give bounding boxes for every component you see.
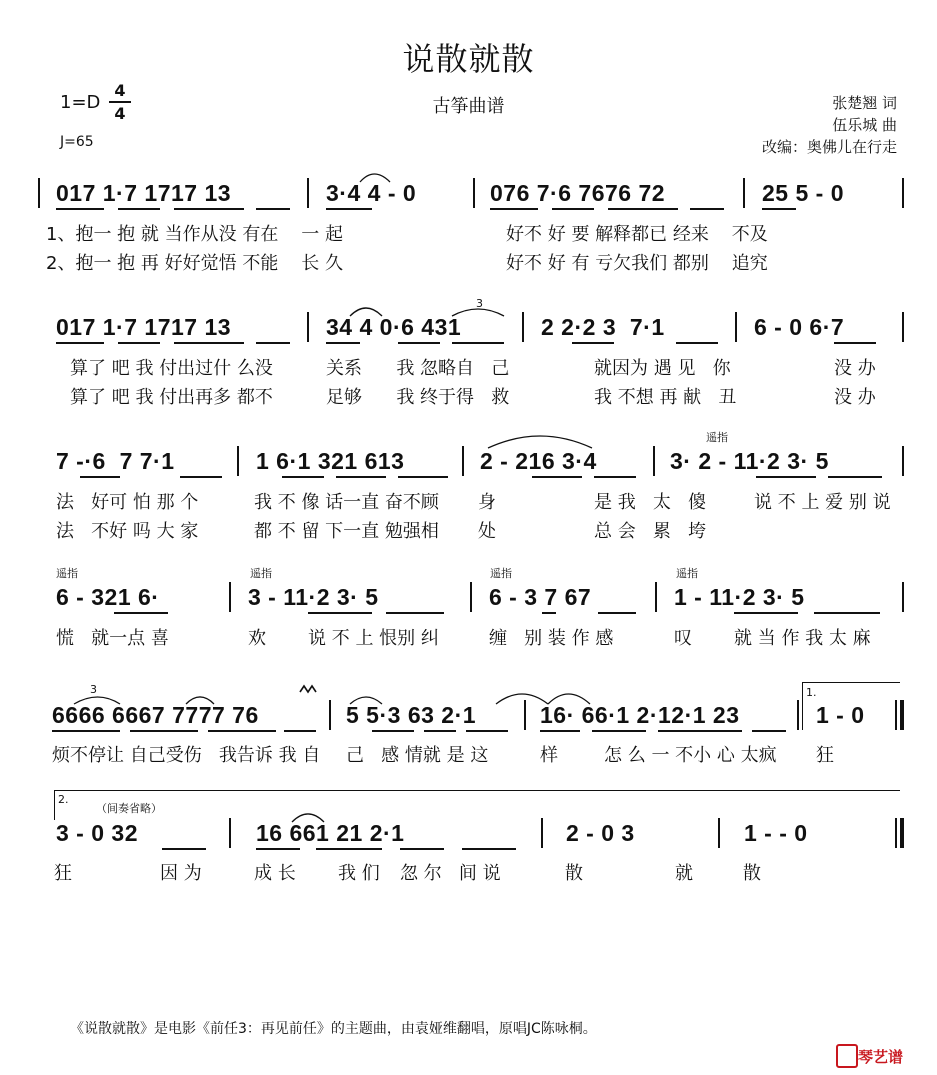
lyric-line: 算了 吧 我 付出过什 么没 [70,358,273,379]
measure: 3· 2 - 11·2 3· 5 [670,448,829,474]
lyric-line: 好不 好 有 亏欠我们 都别 追究 [506,253,768,274]
lyric-line: 成 长 [254,863,296,884]
tempo: J=65 [60,134,94,150]
vibrato-hint: 遥指 [250,567,272,580]
lyric-line: 没 办 [834,358,876,379]
lyric-line: 是 我 太 傻 [594,492,707,513]
lyric-line: 法 不好 吗 大 家 [56,521,199,542]
measure: 7 -·6 7 7·1 [56,448,175,474]
lyric-line: 说 不 上 爱 别 说 [754,492,891,513]
key-signature: 1=D [60,92,101,113]
time-signature-top: 4 [109,80,131,103]
lyric-line: 处 [478,521,496,542]
interlude-note: （间奏省略） [96,802,162,815]
measure: 1 - - 0 [744,820,808,846]
slur [496,694,548,704]
lyric-line: 总 会 累 垮 [594,521,707,542]
lyric-line: 缠 别 装 作 感 [489,628,614,649]
time-signature-bottom: 4 [114,104,126,123]
lyric-line: 我 们 [338,863,380,884]
trill-mark [300,686,316,692]
composer: 伍乐城 曲 [832,116,897,134]
measure: 6 - 3 7 67 [489,584,592,610]
vibrato-hint: 遥指 [490,567,512,580]
measure: 3 - 0 32 [56,820,138,846]
lyric-line: 忽 尔 间 说 [400,863,501,884]
lyric-line: 2、抱一 抱 再 好好觉悟 不能 长 久 [46,253,343,274]
vibrato-hint: 遥指 [706,431,728,444]
triplet-mark: 3 [476,297,483,310]
lyric-line: 好不 好 要 解释都已 经来 不及 [506,224,768,245]
measure: 1 6·1 321 613 [256,448,405,474]
lyric-line: 叹 [674,628,692,649]
measure: 1 - 0 [816,702,865,728]
measure: 16· 66·1 2·12·1 23 [540,702,740,728]
lyric-line: 因 为 [160,863,202,884]
lyricist: 张楚翘 词 [832,94,897,112]
measure: 3 - 11·2 3· 5 [248,584,379,610]
volta-2-label: 2. [58,793,69,806]
slur [292,814,324,822]
lyric-line: 狂 [54,863,72,884]
lyric-line: 都 不 留 下一直 勉强相 [254,521,439,542]
measure: 34 4 0·6 431 [326,314,462,340]
slur [488,436,592,448]
subtitle: 古筝曲谱 [432,96,505,117]
vibrato-hint: 遥指 [56,567,78,580]
measure: 25 5 - 0 [762,180,844,206]
lyric-line: 1、抱一 抱 就 当作从没 有在 一 起 [46,224,343,245]
lyric-line: 说 不 上 恨别 纠 [308,628,439,649]
lyric-line: 关系 我 忽略自 己 [326,358,510,379]
lyric-line: 狂 [816,745,834,766]
slur [186,697,214,704]
measure: 6666 6667 7777 76 [52,702,259,728]
lyric-line: 散 [565,863,583,884]
slur [452,309,504,316]
slur [74,697,120,704]
lyric-line: 我 不 像 话一直 奋不顾 [254,492,439,513]
measure: 3·4 4 - 0 [326,180,417,206]
arranger: 改编：奥佛儿在行走 [761,138,897,156]
lyric-line: 我 不想 再 献 丑 [594,387,737,408]
lyric-line: 算了 吧 我 付出再多 都不 [70,387,273,408]
measure: 2 2·2 3 7·1 [541,314,665,340]
measure: 16 661 21 2·1 [256,820,405,846]
footer-note: 《说散就散》是电影《前任3：再见前任》的主题曲，由袁娅维翻唱，原唱JC陈咏桐。 [70,1021,597,1037]
lyric-line: 就 [675,863,693,884]
measure: 017 1·7 1717 13 [56,314,232,340]
slur [350,697,382,704]
triplet-mark: 3 [90,683,97,696]
measure: 1 - 11·2 3· 5 [674,584,805,610]
lyric-line: 欢 [248,628,266,649]
lyric-line: 烦不停让 自己受伤 我告诉 我 自 [52,745,321,766]
lyric-line: 样 [540,745,558,766]
lyric-line: 怎 么 一 不小 心 太疯 [604,745,777,766]
lyric-line: 足够 我 终于得 救 [326,387,510,408]
site-logo[interactable]: 琴艺谱 [858,1048,904,1066]
volta-1-label: 1. [806,686,817,699]
measure: 2 - 216 3·4 [480,448,597,474]
measure: 6 - 0 6·7 [754,314,845,340]
slur [548,694,590,704]
slur [350,308,382,316]
lyric-line: 散 [743,863,761,884]
measure: 2 - 0 3 [566,820,635,846]
measure: 017 1·7 1717 13 [56,180,232,206]
logo-icon [836,1044,858,1068]
lyric-line: 己 感 情就 是 这 [346,745,489,766]
measure: 6 - 321 6· [56,584,160,610]
slur [360,174,390,182]
lyric-line: 慌 就一点 喜 [56,628,169,649]
lyric-line: 法 好可 怕 那 个 [56,492,199,513]
lyric-line: 就 当 作 我 太 麻 [734,628,871,649]
page-title: 说散就散 [402,40,535,78]
lyric-line: 身 [478,492,496,513]
vibrato-hint: 遥指 [676,567,698,580]
measure: 076 7·6 7676 72 [490,180,666,206]
lyric-line: 就因为 遇 见 你 [594,358,731,379]
lyric-line: 没 办 [834,387,876,408]
measure: 5 5·3 63 2·1 [346,702,477,728]
